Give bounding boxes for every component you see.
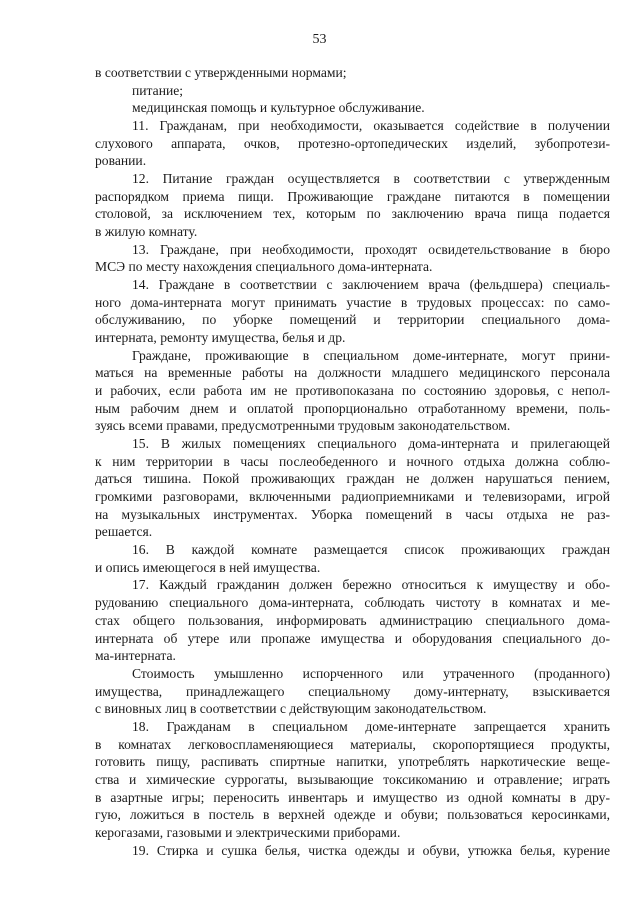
- text-line: 18. Гражданам в специальном доме-интернате запрещается хранить: [132, 718, 610, 734]
- text-line: распорядком приема пищи. Проживающие граждане питаются в помещении: [95, 188, 610, 204]
- text-line: гую, ложиться в постель в верхней одежде и обуви; пользоваться керосинками,: [95, 807, 610, 823]
- paragraph: [95, 276, 610, 347]
- paragraph: [95, 576, 610, 664]
- text-line: Граждане, проживающие в специальном доме-интернате, могут прини-: [132, 347, 610, 363]
- text-line: ного дома-интерната могут принимать участие в трудовых процессах: по само-: [95, 294, 610, 310]
- text-line: ровании.: [95, 153, 147, 169]
- text-line: и опись имеющегося в ней имущества.: [95, 559, 321, 575]
- text-line: даться тишина. Покой проживающих граждан не должен нарушаться пением,: [95, 471, 610, 487]
- text-line: 15. В жилых помещениях специального дома-интерната и прилегающей: [132, 436, 610, 452]
- text-line: в соответствии с утвержденными нормами;: [95, 65, 347, 80]
- paragraph: [95, 842, 610, 860]
- paragraph: [95, 64, 610, 82]
- text-line: слухового аппарата, очков, протезно-ортопедических изделий, зубопротези-: [95, 135, 610, 151]
- paragraph: [95, 541, 610, 576]
- text-line: МСЭ по месту нахождения специального дома-интерната.: [95, 259, 433, 275]
- text-line: к ним территории в часы послеобеденного и ночного отдыха должна соблю-: [95, 453, 610, 469]
- text-line: интерната об утере или пропаже имущества и оборудования специального до-: [95, 630, 610, 646]
- text-line: 14. Граждане в соответствии с заключением врача (фельдшера) специаль-: [132, 277, 610, 293]
- text-line: имущества, принадлежащего специальному дому-интернату, взыскивается: [95, 683, 610, 699]
- text-line: 13. Граждане, при необходимости, проходят освидетельствование в бюро: [132, 241, 610, 257]
- text-line: 12. Питание граждан осуществляется в соответствии с утвержденным: [132, 171, 610, 187]
- text-line: маться на временные работы на должности младшего медицинского персонала: [95, 365, 610, 381]
- text-line: в жилую комнату.: [95, 224, 198, 240]
- text-line: зуясь всеми правами, предусмотренными трудовым законодательством.: [95, 418, 511, 434]
- text-line: стах общего пользования, информировать администрацию специального дома-: [95, 612, 610, 628]
- text-line: ма-интерната.: [95, 648, 176, 664]
- text-line: питание;: [132, 82, 184, 98]
- paragraph: [95, 241, 610, 276]
- text-line: медицинская помощь и культурное обслуживание.: [132, 100, 425, 116]
- paragraph: [95, 347, 610, 435]
- text-line: Стоимость умышленно испорченного или утраченного (проданного): [132, 665, 610, 681]
- text-line: на музыкальных инструментах. Уборка помещений в часы отдыха не раз-: [95, 506, 610, 522]
- text-line: рудованию специального дома-интерната, соблюдать чистоту в комнатах и ме-: [95, 595, 610, 611]
- text-line: 16. В каждой комнате размещается список проживающих граждан: [132, 542, 610, 558]
- text-line: столовой, за исключением тех, которым по заключению врача пища подается: [95, 206, 610, 222]
- text-line: готовить пищу, распивать спиртные напитки, употреблять наркотические веще-: [95, 754, 610, 770]
- text-line: 17. Каждый гражданин должен бережно относиться к имуществу и обо-: [132, 577, 610, 593]
- text-line: ным рабочим днем и оплатой пропорционально отработанному времени, поль-: [95, 400, 610, 416]
- text-line: и рабочих, если работа им не противопоказана по состоянию здоровья, с непол-: [95, 383, 610, 399]
- text-line: в комнатах легковоспламеняющиеся материалы, скоропортящиеся продукты,: [95, 736, 610, 752]
- text-line: обслуживанию, по уборке помещений и территории специального дома-: [95, 312, 610, 328]
- paragraph: [95, 82, 610, 100]
- paragraph: [95, 718, 610, 842]
- paragraph: [95, 170, 610, 241]
- text-line: ства и химические суррогаты, вызывающие токсикоманию и отравление; играть: [95, 771, 610, 787]
- text-line: 19. Стирка и сушка белья, чистка одежды и обуви, утюжка белья, курение: [132, 842, 610, 858]
- text-line: 11. Гражданам, при необходимости, оказывается содействие в получении: [132, 118, 610, 134]
- paragraph: [95, 665, 610, 718]
- page-number: 53: [312, 32, 327, 47]
- text-line: решается.: [95, 524, 153, 540]
- text-line: громкими разговорами, включенными радиоприемниками и телевизорами, игрой: [95, 489, 610, 505]
- document-body: [95, 64, 610, 859]
- text-line: интерната, ремонту имущества, белья и др.: [95, 330, 346, 346]
- paragraph: [95, 99, 610, 117]
- paragraph: [95, 435, 610, 541]
- paragraph: [95, 117, 610, 170]
- text-line: в азартные игры; переносить инвентарь и имущество из одной комнаты в дру-: [95, 789, 610, 805]
- text-line: с виновных лиц в соответствии с действующим законодательством.: [95, 701, 487, 717]
- text-line: керогазами, газовыми и электрическими приборами.: [95, 824, 401, 840]
